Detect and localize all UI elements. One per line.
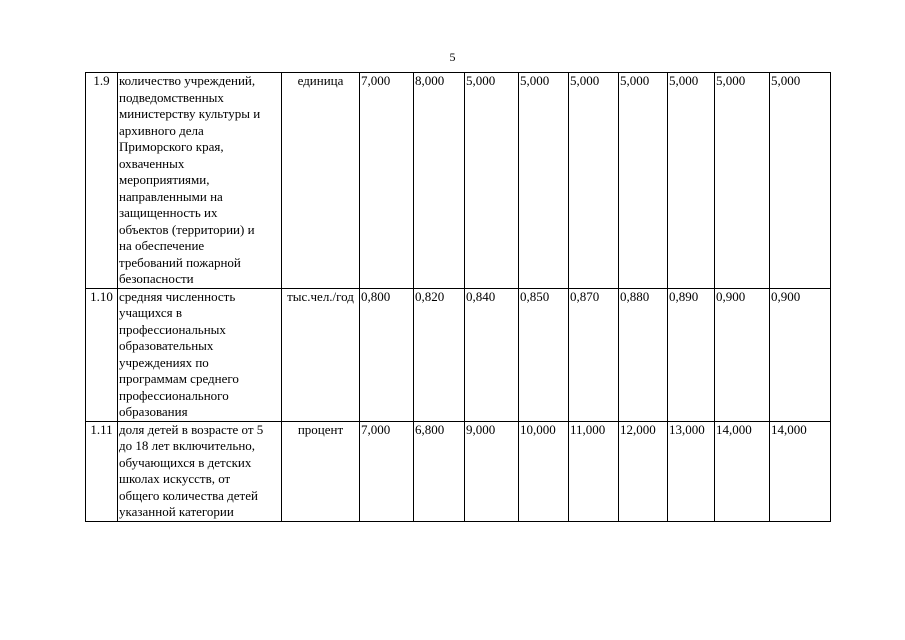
- description-line: подведомственных: [119, 89, 224, 105]
- description-line: доля детей в возрасте от 5: [119, 421, 264, 437]
- description-line: объектов (территории) и: [119, 221, 255, 237]
- value-cell: 5,000: [668, 73, 715, 289]
- description-line: профессиональных: [119, 321, 226, 337]
- table-body: [86, 73, 831, 522]
- description-line: общего количества детей: [119, 487, 258, 503]
- description-line: учреждениях по: [119, 354, 209, 370]
- value-cell: 14,000: [715, 421, 770, 521]
- row-number: 1.9: [86, 73, 118, 289]
- description-line: защищенность их: [119, 205, 218, 220]
- indicator-description: [118, 421, 282, 521]
- value-cell: 0,890: [668, 288, 715, 421]
- page-number: 5: [449, 50, 456, 64]
- value-cell: 5,000: [569, 73, 619, 289]
- value-cell: 11,000: [569, 421, 619, 521]
- description-line: Приморского края,: [119, 139, 224, 154]
- description-line: школах искусств, от: [119, 471, 231, 486]
- description-line: количество учреждений,: [119, 73, 256, 88]
- value-cell: 14,000: [770, 421, 831, 521]
- value-cell: 0,840: [465, 288, 519, 421]
- unit-of-measure: процент: [282, 421, 360, 521]
- value-cell: 7,000: [360, 73, 414, 289]
- table-row: [86, 288, 831, 421]
- value-cell: 5,000: [770, 73, 831, 289]
- value-cell: 6,800: [414, 421, 465, 521]
- indicator-description: [118, 288, 282, 421]
- description-line: архивного дела: [119, 122, 204, 138]
- value-cell: 12,000: [619, 421, 668, 521]
- table-row: [86, 73, 831, 289]
- description-line: охваченных: [119, 155, 185, 171]
- description-line: образовательных: [119, 338, 214, 353]
- value-cell: 5,000: [619, 73, 668, 289]
- description-line: указанной категории: [119, 504, 234, 519]
- description-line: безопасности: [119, 271, 194, 286]
- value-cell: 0,800: [360, 288, 414, 421]
- description-line: профессионального: [119, 387, 229, 403]
- value-cell: 0,870: [569, 288, 619, 421]
- value-cell: 10,000: [519, 421, 569, 521]
- description-line: направленными на: [119, 188, 223, 204]
- description-line: учащихся в: [119, 305, 183, 320]
- description-line: требований пожарной: [119, 254, 241, 270]
- description-line: образования: [119, 404, 188, 419]
- value-cell: 9,000: [465, 421, 519, 521]
- value-cell: 5,000: [715, 73, 770, 289]
- description-line: обучающихся в детских: [119, 454, 252, 470]
- value-cell: 8,000: [414, 73, 465, 289]
- value-cell: 0,820: [414, 288, 465, 421]
- description-line: до 18 лет включительно,: [119, 438, 256, 453]
- value-cell: 5,000: [519, 73, 569, 289]
- table-row: [86, 421, 831, 521]
- value-cell: 0,850: [519, 288, 569, 421]
- description-line: программам среднего: [119, 371, 239, 386]
- description-line: средняя численность: [119, 288, 236, 304]
- description-line: на обеспечение: [119, 238, 205, 253]
- value-cell: 0,900: [715, 288, 770, 421]
- description-line: министерству культуры и: [119, 106, 261, 121]
- value-cell: 5,000: [465, 73, 519, 289]
- row-number: 1.11: [86, 421, 118, 521]
- indicator-description: [118, 73, 282, 289]
- unit-of-measure: единица: [282, 73, 360, 289]
- row-number: 1.10: [86, 288, 118, 421]
- unit-of-measure: тыс.чел./год: [282, 288, 360, 421]
- value-cell: 7,000: [360, 421, 414, 521]
- value-cell: 0,880: [619, 288, 668, 421]
- value-cell: 13,000: [668, 421, 715, 521]
- value-cell: 0,900: [770, 288, 831, 421]
- indicators-table: [85, 72, 831, 522]
- description-line: мероприятиями,: [119, 172, 210, 187]
